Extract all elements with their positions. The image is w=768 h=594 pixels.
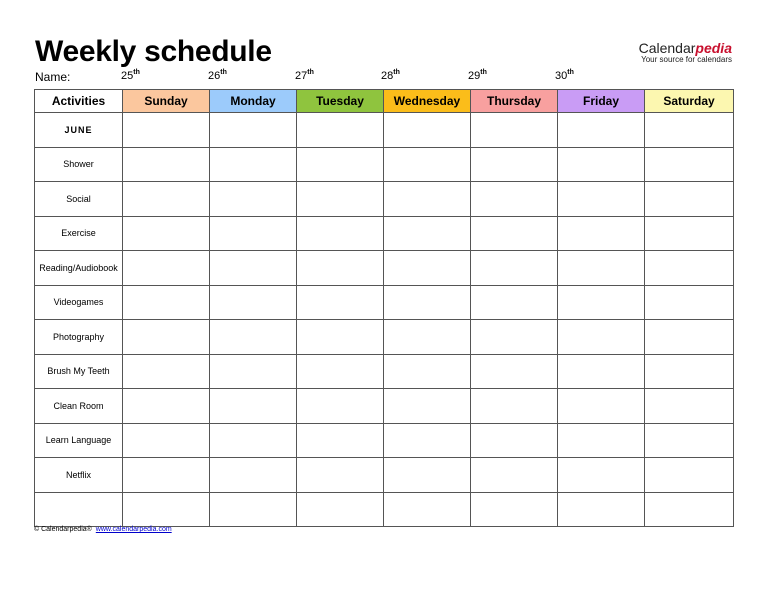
schedule-cell[interactable] bbox=[558, 458, 645, 493]
schedule-cell[interactable] bbox=[471, 458, 558, 493]
table-row bbox=[35, 216, 734, 251]
activity-label bbox=[35, 492, 123, 527]
logo-brand-accent: pedia bbox=[695, 40, 732, 56]
header-row bbox=[35, 90, 734, 113]
schedule-cell[interactable] bbox=[123, 389, 210, 424]
date-number: 28 bbox=[381, 70, 394, 82]
table-row bbox=[35, 458, 734, 493]
schedule-cell[interactable] bbox=[297, 389, 384, 424]
header-monday: Monday bbox=[210, 90, 297, 113]
header-wednesday: Wednesday bbox=[384, 90, 471, 113]
table-row bbox=[35, 251, 734, 286]
schedule-cell[interactable] bbox=[384, 251, 471, 286]
schedule-cell[interactable] bbox=[384, 216, 471, 251]
schedule-cell[interactable] bbox=[123, 216, 210, 251]
date-sunday bbox=[121, 70, 140, 82]
schedule-cell[interactable] bbox=[123, 458, 210, 493]
date-thursday bbox=[468, 70, 487, 82]
schedule-cell[interactable] bbox=[645, 216, 734, 251]
activity-label: Exercise bbox=[35, 216, 123, 251]
table-row bbox=[35, 182, 734, 217]
name-label: Name: bbox=[35, 70, 71, 84]
date-number: 27 bbox=[295, 70, 308, 82]
activity-label: Netflix bbox=[35, 458, 123, 493]
header-thursday: Thursday bbox=[471, 90, 558, 113]
schedule-cell[interactable] bbox=[123, 182, 210, 217]
logo-tagline: Your source for calendars bbox=[641, 55, 732, 64]
schedule-cell[interactable] bbox=[210, 113, 297, 148]
activity-label: Learn Language bbox=[35, 423, 123, 458]
weekly-schedule-table bbox=[34, 89, 734, 527]
schedule-body bbox=[35, 113, 734, 527]
schedule-cell[interactable] bbox=[471, 182, 558, 217]
schedule-cell[interactable] bbox=[558, 389, 645, 424]
schedule-cell[interactable] bbox=[297, 285, 384, 320]
schedule-cell[interactable] bbox=[123, 285, 210, 320]
schedule-cell[interactable] bbox=[123, 423, 210, 458]
schedule-cell[interactable] bbox=[558, 251, 645, 286]
schedule-cell[interactable] bbox=[645, 458, 734, 493]
schedule-cell[interactable] bbox=[471, 492, 558, 527]
schedule-cell[interactable] bbox=[471, 389, 558, 424]
schedule-cell[interactable] bbox=[210, 182, 297, 217]
schedule-cell[interactable] bbox=[645, 147, 734, 182]
schedule-cell[interactable] bbox=[558, 216, 645, 251]
header-friday: Friday bbox=[558, 90, 645, 113]
schedule-cell[interactable] bbox=[297, 216, 384, 251]
footer bbox=[34, 526, 172, 533]
schedule-cell[interactable] bbox=[471, 320, 558, 355]
schedule-cell[interactable] bbox=[558, 285, 645, 320]
schedule-cell[interactable] bbox=[471, 216, 558, 251]
header-activities: Activities bbox=[35, 90, 123, 113]
schedule-cell[interactable] bbox=[297, 182, 384, 217]
schedule-cell[interactable] bbox=[558, 492, 645, 527]
schedule-cell[interactable] bbox=[558, 423, 645, 458]
activity-label: Shower bbox=[35, 147, 123, 182]
table-row bbox=[35, 320, 734, 355]
schedule-cell[interactable] bbox=[297, 113, 384, 148]
header-sunday: Sunday bbox=[123, 90, 210, 113]
activity-label: Photography bbox=[35, 320, 123, 355]
date-suffix: th bbox=[220, 69, 227, 76]
schedule-cell[interactable] bbox=[210, 423, 297, 458]
schedule-cell[interactable] bbox=[123, 492, 210, 527]
page-title: Weekly schedule bbox=[35, 35, 272, 68]
date-suffix: th bbox=[307, 69, 314, 76]
date-suffix: th bbox=[567, 69, 574, 76]
logo-wordmark bbox=[639, 41, 732, 55]
date-suffix: th bbox=[133, 69, 140, 76]
schedule-cell[interactable] bbox=[645, 251, 734, 286]
table-row bbox=[35, 113, 734, 148]
schedule-cell[interactable] bbox=[210, 320, 297, 355]
schedule-cell[interactable] bbox=[210, 251, 297, 286]
schedule-cell[interactable] bbox=[558, 113, 645, 148]
activity-label: Reading/Audiobook bbox=[35, 251, 123, 286]
date-suffix: th bbox=[480, 69, 487, 76]
schedule-cell[interactable] bbox=[384, 320, 471, 355]
schedule-cell[interactable] bbox=[297, 147, 384, 182]
schedule-cell[interactable] bbox=[123, 320, 210, 355]
schedule-cell[interactable] bbox=[297, 251, 384, 286]
schedule-cell[interactable] bbox=[384, 389, 471, 424]
schedule-cell[interactable] bbox=[471, 285, 558, 320]
schedule-cell[interactable] bbox=[297, 320, 384, 355]
table-row bbox=[35, 492, 734, 527]
schedule-cell[interactable] bbox=[210, 492, 297, 527]
schedule-cell[interactable] bbox=[210, 285, 297, 320]
table-row bbox=[35, 389, 734, 424]
table-row bbox=[35, 147, 734, 182]
schedule-cell[interactable] bbox=[645, 182, 734, 217]
table-row bbox=[35, 423, 734, 458]
schedule-cell[interactable] bbox=[645, 389, 734, 424]
schedule-cell[interactable] bbox=[384, 147, 471, 182]
schedule-cell[interactable] bbox=[471, 113, 558, 148]
schedule-cell[interactable] bbox=[210, 216, 297, 251]
schedule-cell[interactable] bbox=[384, 113, 471, 148]
date-tuesday bbox=[295, 70, 314, 82]
table-row bbox=[35, 285, 734, 320]
schedule-cell[interactable] bbox=[210, 389, 297, 424]
schedule-cell[interactable] bbox=[471, 423, 558, 458]
schedule-cell[interactable] bbox=[210, 147, 297, 182]
schedule-cell[interactable] bbox=[645, 320, 734, 355]
schedule-cell[interactable] bbox=[471, 147, 558, 182]
date-number: 29 bbox=[468, 70, 481, 82]
schedule-cell[interactable] bbox=[471, 251, 558, 286]
schedule-cell[interactable] bbox=[297, 492, 384, 527]
schedule-cell[interactable] bbox=[210, 458, 297, 493]
activity-label: Videogames bbox=[35, 285, 123, 320]
schedule-cell[interactable] bbox=[645, 423, 734, 458]
schedule-cell[interactable] bbox=[558, 354, 645, 389]
schedule-cell[interactable] bbox=[123, 113, 210, 148]
schedule-cell[interactable] bbox=[558, 182, 645, 217]
calendarpedia-logo[interactable] bbox=[639, 41, 732, 64]
schedule-cell[interactable] bbox=[384, 182, 471, 217]
schedule-cell[interactable] bbox=[645, 354, 734, 389]
schedule-cell[interactable] bbox=[123, 147, 210, 182]
date-friday bbox=[555, 70, 574, 82]
date-wednesday bbox=[381, 70, 400, 82]
date-monday bbox=[208, 70, 227, 82]
schedule-cell[interactable] bbox=[297, 423, 384, 458]
schedule-cell[interactable] bbox=[297, 354, 384, 389]
date-number: 25 bbox=[121, 70, 134, 82]
activity-label: Brush My Teeth bbox=[35, 354, 123, 389]
website-link[interactable]: www.calendarpedia.com bbox=[95, 526, 172, 533]
table-row bbox=[35, 354, 734, 389]
schedule-cell[interactable] bbox=[384, 458, 471, 493]
logo-brand-main: Calendar bbox=[638, 40, 696, 56]
schedule-cell[interactable] bbox=[123, 251, 210, 286]
activity-label: Clean Room bbox=[35, 389, 123, 424]
header-saturday: Saturday bbox=[645, 90, 734, 113]
schedule-cell[interactable] bbox=[384, 354, 471, 389]
date-number: 26 bbox=[208, 70, 221, 82]
date-number: 30 bbox=[555, 70, 568, 82]
schedule-cell[interactable] bbox=[645, 492, 734, 527]
activity-label: JUNE bbox=[35, 113, 123, 148]
schedule-cell[interactable] bbox=[384, 285, 471, 320]
schedule-cell[interactable] bbox=[210, 354, 297, 389]
schedule-cell[interactable] bbox=[384, 492, 471, 527]
schedule-cell[interactable] bbox=[645, 113, 734, 148]
date-suffix: th bbox=[393, 69, 400, 76]
schedule-cell[interactable] bbox=[384, 423, 471, 458]
schedule-cell[interactable] bbox=[123, 354, 210, 389]
schedule-cell[interactable] bbox=[558, 147, 645, 182]
schedule-cell[interactable] bbox=[471, 354, 558, 389]
schedule-cell[interactable] bbox=[645, 285, 734, 320]
schedule-cell[interactable] bbox=[558, 320, 645, 355]
activity-label: Social bbox=[35, 182, 123, 217]
header-tuesday: Tuesday bbox=[297, 90, 384, 113]
schedule-cell[interactable] bbox=[297, 458, 384, 493]
copyright-text: © Calendarpedia® bbox=[34, 526, 92, 533]
